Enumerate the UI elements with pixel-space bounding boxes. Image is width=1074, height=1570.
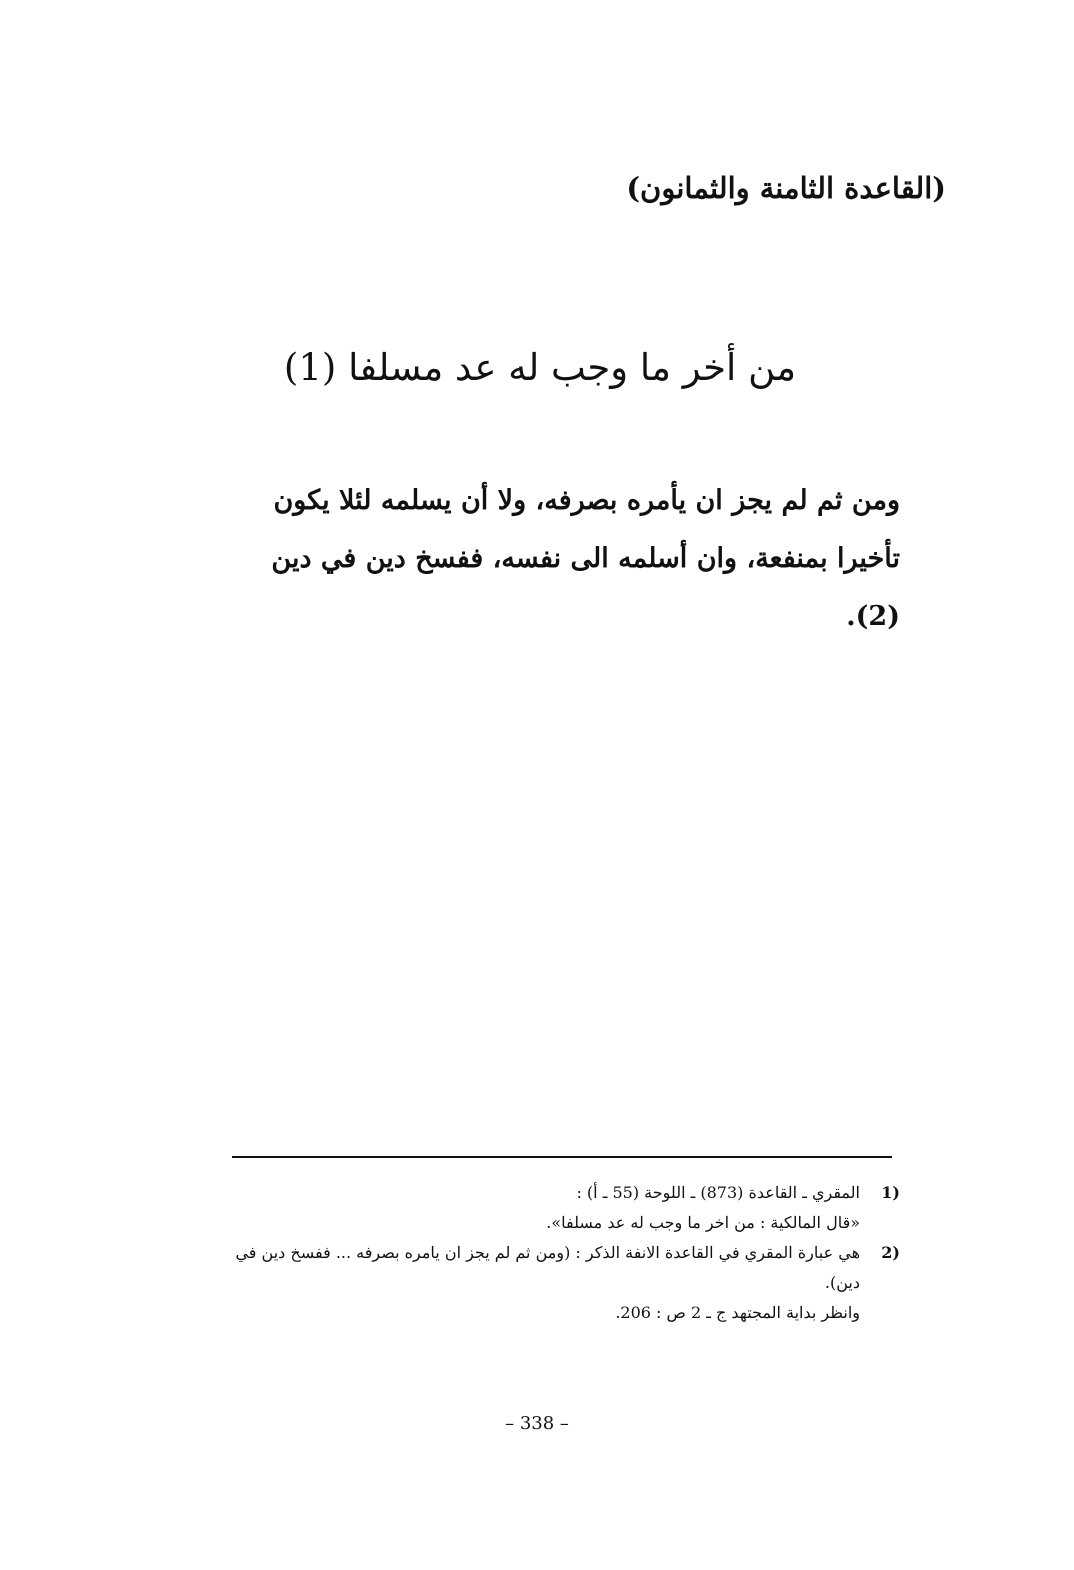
footnote-divider [232,1156,892,1158]
footnote-line: وانظر بداية المجتهد ج ـ 2 ص : 206. [615,1303,860,1322]
footnote-1 [228,1178,900,1238]
footnote-2 [228,1238,900,1328]
footnote-line: هي عبارة المقري في القاعدة الانفة الذكر : (ومن ثم لم يجز ان يامره بصرفه ... ففسخ دين في دين). [235,1243,860,1292]
footnote-number: (1 [881,1183,900,1202]
footnotes [228,1178,900,1328]
page-number: – 338 – [505,1413,569,1434]
page-title: من أخر ما وجب له عد مسلفا (1) [283,346,797,389]
rule-heading: (القاعدة الثامنة والثمانون) [626,171,946,205]
body-text [220,472,900,646]
footnote-number: (2 [881,1243,900,1262]
body-paragraph: ومن ثم لم يجز ان يأمره بصرفه، ولا أن يسلمه لئلا يكون تأخيرا بمنفعة، وان أسلمه الى نفسه، ففسخ دين في دين (2). [271,485,900,632]
footnote-line: المقري ـ القاعدة (873) ـ اللوحة (55 ـ أ) : [576,1183,860,1202]
footnote-line: «قال المالكية : من اخر ما وجب له عد مسلفا». [546,1213,860,1232]
